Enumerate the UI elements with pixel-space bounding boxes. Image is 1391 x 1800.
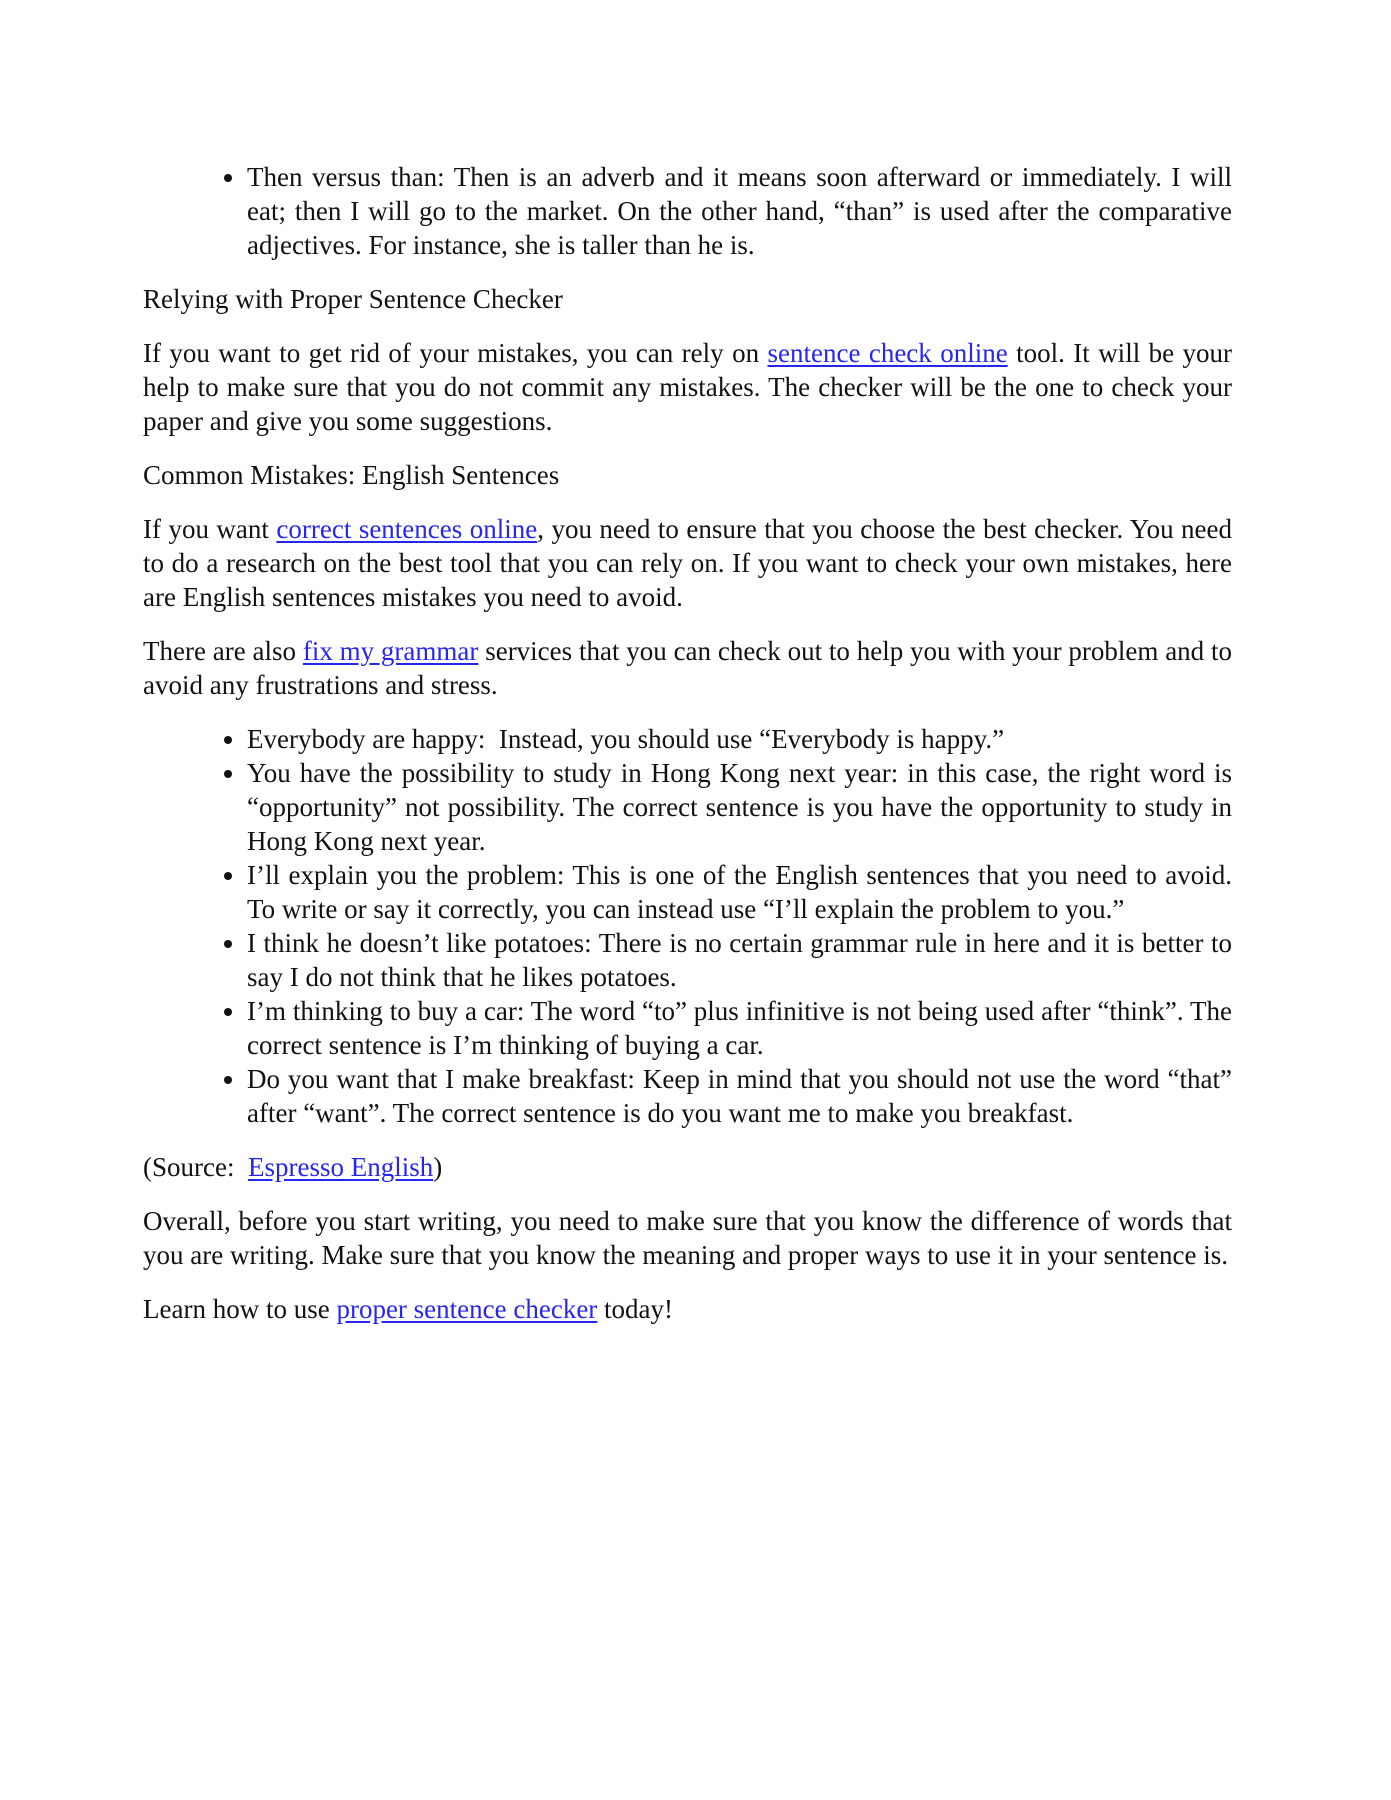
list-item bbox=[247, 722, 1232, 756]
text-segment: services that you can check out to help you with your problem and to avoid any frustrations and stress. bbox=[143, 636, 1232, 700]
source-line bbox=[143, 1150, 1232, 1184]
text-segment: If you want bbox=[143, 514, 277, 544]
list-item bbox=[247, 926, 1232, 994]
text-segment: ) bbox=[433, 1152, 443, 1182]
espresso-english-link[interactable]: Espresso English bbox=[247, 1152, 434, 1182]
paragraph-fix-grammar bbox=[143, 634, 1232, 702]
text-segment: Everybody are happy: Instead, you should use “Everybody is happy.” bbox=[247, 724, 1005, 754]
text-segment: If you want to get rid of your mistakes, you can rely on bbox=[143, 338, 768, 368]
mistakes-bullet-list bbox=[143, 722, 1232, 1130]
correct-sentences-online-link[interactable]: correct sentences online bbox=[276, 514, 538, 544]
list-item bbox=[247, 756, 1232, 858]
text-segment: I’m thinking to buy a car: The word “to” plus infinitive is not being used after “think”. The correct sentence is I’m thinking of buying a car. bbox=[247, 996, 1232, 1060]
text-segment: tool. It will be your help to make sure that you do not commit any mistakes. The checker will be the one to check your paper and give you some suggestions. bbox=[143, 338, 1232, 436]
intro-bullet-list bbox=[143, 160, 1232, 262]
paragraph-correct-sentences bbox=[143, 512, 1232, 614]
list-item bbox=[247, 858, 1232, 926]
proper-sentence-checker-link[interactable]: proper sentence checker bbox=[336, 1294, 598, 1324]
sentence-check-online-link[interactable]: sentence check online bbox=[767, 338, 1008, 368]
paragraph-learn bbox=[143, 1292, 1232, 1326]
text-segment: You have the possibility to study in Hong Kong next year: in this case, the right word is “opportunity” not possibility. The correct sentence is you have the opportunity to study in Hong Kong next year. bbox=[247, 758, 1232, 856]
text-segment: I’ll explain you the problem: This is one of the English sentences that you need to avoid. To write or say it correctly, you can instead use “I’ll explain the problem to you.” bbox=[247, 860, 1232, 924]
text-segment: I think he doesn’t like potatoes: There is no certain grammar rule in here and it is better to say I do not think that he likes potatoes. bbox=[247, 928, 1232, 992]
list-item bbox=[247, 160, 1232, 262]
text-segment: (Source: bbox=[143, 1152, 248, 1182]
list-item bbox=[247, 1062, 1232, 1130]
text-segment: Then versus than: Then is an adverb and it means soon afterward or immediately. I will eat; then I will go to the market. On the other hand, “than” is used after the comparative adjectives. For instance, she is taller than he is. bbox=[247, 162, 1232, 260]
section-heading-relying: Relying with Proper Sentence Checker bbox=[143, 284, 563, 314]
text-segment: , you need to ensure that you choose the best checker. You need to do a research on the best tool that you can rely on. If you want to check your own mistakes, here are English sentences mistakes you need to avoid. bbox=[143, 514, 1233, 612]
text-segment: today! bbox=[597, 1294, 674, 1324]
text-segment: There are also bbox=[143, 636, 303, 666]
list-item bbox=[247, 994, 1232, 1062]
paragraph-rely-checker bbox=[143, 336, 1232, 438]
section-heading-common-mistakes: Common Mistakes: English Sentences bbox=[143, 460, 560, 490]
text-segment: Do you want that I make breakfast: Keep in mind that you should not use the word “that” after “want”. The correct sentence is do you want me to make you breakfast. bbox=[247, 1064, 1232, 1128]
fix-my-grammar-link[interactable]: fix my grammar bbox=[302, 636, 479, 666]
text-segment: Learn how to use bbox=[143, 1294, 337, 1324]
paragraph-overall: Overall, before you start writing, you need to make sure that you know the difference of words that you are writing. Make sure that you know the meaning and proper ways to use it in your sentence is. bbox=[143, 1206, 1232, 1270]
